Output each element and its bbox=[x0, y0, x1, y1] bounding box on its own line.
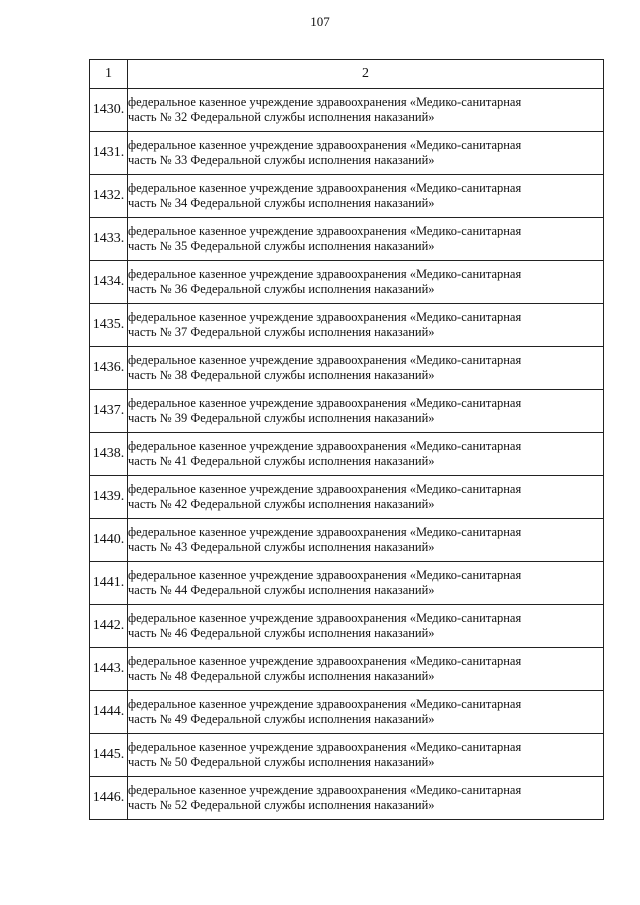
row-number: 1442. bbox=[90, 605, 128, 648]
table-row bbox=[90, 691, 604, 734]
institution-name-cell bbox=[128, 390, 604, 433]
column-header-2: 2 bbox=[128, 60, 604, 89]
table-row bbox=[90, 390, 604, 433]
institution-name-line-1: федеральное казенное учреждение здравоохранения «Медико-санитарная bbox=[128, 353, 522, 367]
institution-name-line-2: часть № 42 Федеральной службы исполнения наказаний» bbox=[128, 497, 435, 511]
institution-name-cell bbox=[128, 304, 604, 347]
table-row bbox=[90, 261, 604, 304]
institution-name-line-2: часть № 37 Федеральной службы исполнения наказаний» bbox=[128, 325, 435, 339]
institution-name-line-2: часть № 44 Федеральной службы исполнения наказаний» bbox=[128, 583, 435, 597]
institution-name-cell bbox=[128, 691, 604, 734]
table-row bbox=[90, 433, 604, 476]
row-number: 1444. bbox=[90, 691, 128, 734]
institution-name-line-2: часть № 43 Федеральной службы исполнения наказаний» bbox=[128, 540, 435, 554]
institution-name-cell bbox=[128, 132, 604, 175]
institution-name-cell bbox=[128, 605, 604, 648]
institution-name-line-1: федеральное казенное учреждение здравоохранения «Медико-санитарная bbox=[128, 525, 522, 539]
institution-name-line-2: часть № 32 Федеральной службы исполнения наказаний» bbox=[128, 110, 435, 124]
row-number: 1443. bbox=[90, 648, 128, 691]
row-number: 1435. bbox=[90, 304, 128, 347]
institution-name-cell bbox=[128, 218, 604, 261]
institution-name-cell bbox=[128, 734, 604, 777]
institution-name-line-2: часть № 52 Федеральной службы исполнения наказаний» bbox=[128, 798, 435, 812]
institution-name-cell bbox=[128, 519, 604, 562]
table-row bbox=[90, 347, 604, 390]
column-header-1: 1 bbox=[90, 60, 128, 89]
row-number: 1432. bbox=[90, 175, 128, 218]
row-number: 1446. bbox=[90, 777, 128, 820]
table-row bbox=[90, 777, 604, 820]
row-number: 1430. bbox=[90, 89, 128, 132]
institution-name-line-2: часть № 49 Федеральной службы исполнения наказаний» bbox=[128, 712, 435, 726]
institution-name-line-2: часть № 35 Федеральной службы исполнения наказаний» bbox=[128, 239, 435, 253]
table-row bbox=[90, 476, 604, 519]
institution-name-line-2: часть № 48 Федеральной службы исполнения наказаний» bbox=[128, 669, 435, 683]
table-row bbox=[90, 218, 604, 261]
institution-name-cell bbox=[128, 562, 604, 605]
institution-name-line-2: часть № 38 Федеральной службы исполнения наказаний» bbox=[128, 368, 435, 382]
institution-name-line-1: федеральное казенное учреждение здравоохранения «Медико-санитарная bbox=[128, 95, 522, 109]
page-number: 107 bbox=[310, 14, 330, 29]
registry-table bbox=[89, 59, 604, 820]
institution-name-line-1: федеральное казенное учреждение здравоохранения «Медико-санитарная bbox=[128, 138, 522, 152]
institution-name-line-1: федеральное казенное учреждение здравоохранения «Медико-санитарная bbox=[128, 181, 522, 195]
institution-name-line-1: федеральное казенное учреждение здравоохранения «Медико-санитарная bbox=[128, 267, 522, 281]
institution-name-cell bbox=[128, 777, 604, 820]
row-number: 1434. bbox=[90, 261, 128, 304]
table-row bbox=[90, 562, 604, 605]
institution-name-line-1: федеральное казенное учреждение здравоохранения «Медико-санитарная bbox=[128, 654, 522, 668]
row-number: 1436. bbox=[90, 347, 128, 390]
institution-name-line-1: федеральное казенное учреждение здравоохранения «Медико-санитарная bbox=[128, 697, 522, 711]
institution-name-cell bbox=[128, 476, 604, 519]
table-row bbox=[90, 734, 604, 777]
institution-name-line-2: часть № 36 Федеральной службы исполнения наказаний» bbox=[128, 282, 435, 296]
institution-name-line-1: федеральное казенное учреждение здравоохранения «Медико-санитарная bbox=[128, 482, 522, 496]
row-number: 1439. bbox=[90, 476, 128, 519]
table-row bbox=[90, 648, 604, 691]
row-number: 1445. bbox=[90, 734, 128, 777]
table-row bbox=[90, 89, 604, 132]
institution-name-line-1: федеральное казенное учреждение здравоохранения «Медико-санитарная bbox=[128, 740, 522, 754]
row-number: 1441. bbox=[90, 562, 128, 605]
institution-name-line-2: часть № 34 Федеральной службы исполнения наказаний» bbox=[128, 196, 435, 210]
row-number: 1437. bbox=[90, 390, 128, 433]
institution-name-line-2: часть № 33 Федеральной службы исполнения наказаний» bbox=[128, 153, 435, 167]
institution-name-cell bbox=[128, 433, 604, 476]
institution-name-line-1: федеральное казенное учреждение здравоохранения «Медико-санитарная bbox=[128, 783, 522, 797]
row-number: 1438. bbox=[90, 433, 128, 476]
institution-name-cell bbox=[128, 261, 604, 304]
table-row bbox=[90, 132, 604, 175]
table-row bbox=[90, 605, 604, 648]
institution-name-line-2: часть № 50 Федеральной службы исполнения наказаний» bbox=[128, 755, 435, 769]
institution-name-line-1: федеральное казенное учреждение здравоохранения «Медико-санитарная bbox=[128, 611, 522, 625]
row-number: 1431. bbox=[90, 132, 128, 175]
institution-name-cell bbox=[128, 347, 604, 390]
row-number: 1440. bbox=[90, 519, 128, 562]
institution-name-line-1: федеральное казенное учреждение здравоохранения «Медико-санитарная bbox=[128, 310, 522, 324]
institution-name-line-1: федеральное казенное учреждение здравоохранения «Медико-санитарная bbox=[128, 396, 522, 410]
institution-name-cell bbox=[128, 175, 604, 218]
institution-name-line-2: часть № 39 Федеральной службы исполнения наказаний» bbox=[128, 411, 435, 425]
institution-name-line-1: федеральное казенное учреждение здравоохранения «Медико-санитарная bbox=[128, 224, 522, 238]
table-header-row bbox=[90, 60, 604, 89]
institution-name-line-2: часть № 46 Федеральной службы исполнения наказаний» bbox=[128, 626, 435, 640]
table-row bbox=[90, 175, 604, 218]
institution-name-cell bbox=[128, 89, 604, 132]
institution-name-cell bbox=[128, 648, 604, 691]
institution-name-line-1: федеральное казенное учреждение здравоохранения «Медико-санитарная bbox=[128, 568, 522, 582]
institution-name-line-2: часть № 41 Федеральной службы исполнения наказаний» bbox=[128, 454, 435, 468]
table-row bbox=[90, 304, 604, 347]
table-row bbox=[90, 519, 604, 562]
row-number: 1433. bbox=[90, 218, 128, 261]
institution-name-line-1: федеральное казенное учреждение здравоохранения «Медико-санитарная bbox=[128, 439, 522, 453]
